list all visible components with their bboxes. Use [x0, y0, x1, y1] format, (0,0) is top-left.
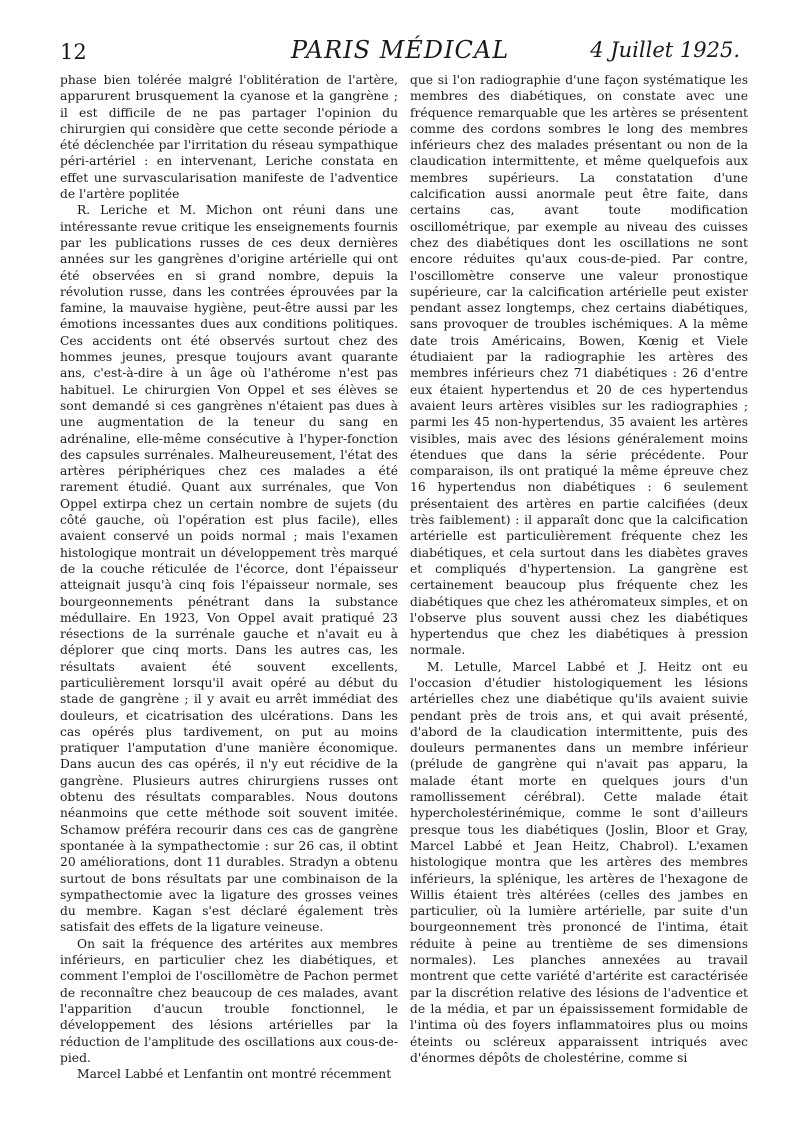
paragraph: que si l'on radiographie d'une façon systématique les membres des diabétiques, on constate avec une fréquence remarquable que les artères se présentent comme des cordons sombres le long des membres inférieurs chez des malades présentant ou non de la claudication intermittente, et même quelquefois aux membres supérieurs. La constatation d'une calcification aussi anormale peut être faite, dans certains cas, avant toute modification oscillométrique, par exemple au niveau des cuisses chez des diabétiques dont les oscillations ne sont encore réduites qu'aux cous-de-pied. Par contre, l'oscillomètre conserve une valeur pronostique supérieure, car la calcification artérielle peut exister pendant assez longtemps, chez certains diabétiques, sans provoquer de troubles ischémiques. A la même date trois Américains, Bowen, Kœnig et Viele étudiaient par la radiographie les artères des membres inférieurs chez 71 diabétiques : 26 d'entre eux étaient hypertendus et 20 de ces hypertendus avaient leurs artères visibles sur les radiographies ; parmi les 45 non-hypertendus, 35 avaient les artères visibles, mais avec des lésions généralement moins étendues que dans la série précédente. Pour comparaison, ils ont pratiqué la même épreuve chez 16 hypertendus non diabétiques : 6 seulement présentaient des artères en partie calcifiées (deux très faiblement) : il apparaît donc que la calcification artérielle est particulièrement fréquente chez les diabétiques, et cela surtout dans les diabètes graves et compliqués d'hypertension. La gangrène est certainement beaucoup plus fréquente chez les diabétiques que chez les athéromateux simples, et on l'observe plus souvent aussi chez les diabétiques hypertendus que chez les diabétiques à pression normale. [410, 73, 748, 658]
page-number: 12 [60, 40, 87, 64]
issue-date: 4 Juillet 1925. [590, 38, 740, 62]
paragraph: On sait la fréquence des artérites aux membres inférieurs, en particulier chez les diabétiques, et comment l'emploi de l'oscillomètre de Pachon permet de reconnaître chez beaucoup de ces malades, avant l'apparition d'aucun trouble fonctionnel, le développement des lésions artérielles par la réduction de l'amplitude des oscillations aux cous-de-pied. [60, 936, 398, 1065]
left-column [60, 72, 398, 1132]
right-column [410, 72, 748, 1132]
running-header [60, 36, 740, 70]
paragraph: Marcel Labbé et Lenfantin ont montré récemment [77, 1067, 392, 1082]
paragraph: phase bien tolérée malgré l'oblitération de l'artère, apparurent brusquement la cyanose et la gangrène ; il est difficile de ne pas partager l'opinion du chirurgien qui considère que cette seconde période a été déclenchée par l'irritation du réseau sympathique péri-artériel : en intervenant, Leriche constata en effet une survascularisation manifeste de l'adventice de l'artère poplitée [60, 73, 398, 202]
paragraph: M. Letulle, Marcel Labbé et J. Heitz ont eu l'occasion d'étudier histologiquement les lésions artérielles chez une diabétique qu'ils avaient suivie pendant près de trois ans, et qui avait présenté, d'abord de la claudication intermittente, puis des douleurs permanentes dans un membre inférieur (prélude de gangrène qui n'avait pas apparu, la malade étant morte en quelques jours d'un ramollissement cérébral). Cette malade était hypercholestérinémique, comme le sont d'ailleurs presque tous les diabétiques (Joslin, Bloor et Gray, Marcel Labbé et Jean Heitz, Chabrol). L'examen histologique montra que les artères des membres inférieurs, la splénique, les artères de l'hexagone de Willis étaient très altérées (celles des jambes en particulier, où la lumière artérielle, par suite d'un bourgeonnement très prononcé de l'intima, était réduite à peine au trentième de ses dimensions normales). Les planches annexées au travail montrent que cette variété d'artérite est caractérisée par la discrétion relative des lésions de l'adventice et de la média, et par un épaississement formidable de l'intima où des foyers inflammatoires plus ou moins éteints ou scléreux apparaissent intriqués avec d'énormes dépôts de cholestérine, comme si [410, 659, 748, 1065]
paragraph: R. Leriche et M. Michon ont réuni dans une intéressante revue critique les enseignements fournis par les publications russes de ces deux dernières années sur les gangrènes d'origine artérielle qui ont été observées en si grand nombre, depuis la révolution russe, dans les contrées éprouvées par la famine, la mauvaise hygiène, peut-être aussi par les émotions incessantes dues aux conditions politiques. Ces accidents ont été observés surtout chez des hommes jeunes, presque toujours avant quarante ans, c'est-à-dire à un âge où l'athérome n'est pas habituel. Le chirurgien Von Oppel et ses élèves se sont demandé si ces gangrènes n'étaient pas dues à une augmentation de la teneur du sang en adrénaline, elle-même consécutive à l'hyper-fonction des capsules surrénales. Malheureusement, l'état des artères périphériques chez ces malades a été rarement étudié. Quant aux surrénales, que Von Oppel extirpa chez un certain nombre de sujets (du côté gauche, où l'opération est plus facile), elles avaient conservé un poids normal ; mais l'examen histologique montrait un développement très marqué de la couche réticulée de l'écorce, dont l'épaisseur atteignait jusqu'à cinq fois l'épaisseur normale, ses bourgeonnements pénétrant dans la substance médullaire. En 1923, Von Oppel avait pratiqué 23 résections de la surrénale gauche et n'avait eu à déplorer que cinq morts. Dans les autres cas, les résultats avaient été souvent excellents, particulièrement lorsqu'il avait opéré au début du stade de gangrène ; il y avait eu arrêt immédiat des douleurs, et cicatrisation des ulcérations. Dans les cas opérés plus tardivement, on put au moins pratiquer l'amputation d'une manière économique. Dans aucun des cas opérés, il n'y eut récidive de la gangrène. Plusieurs autres chirurgiens russes ont obtenu des résultats comparables. Nous doutons néanmoins que cette méthode soit souvent imitée. Schamow préféra recourir dans ces cas de gangrène spontanée à la sympathectomie : sur 26 cas, il obtint 20 améliorations, dont 11 durables. Stradyn a obtenu surtout de bons résultats par une combinaison de la sympathectomie avec la ligature des grosses veines du membre. Kagan s'est déclaré également très satisfait des effets de la ligature veineuse. [60, 203, 398, 935]
journal-title: PARIS MÉDICAL [290, 36, 510, 64]
